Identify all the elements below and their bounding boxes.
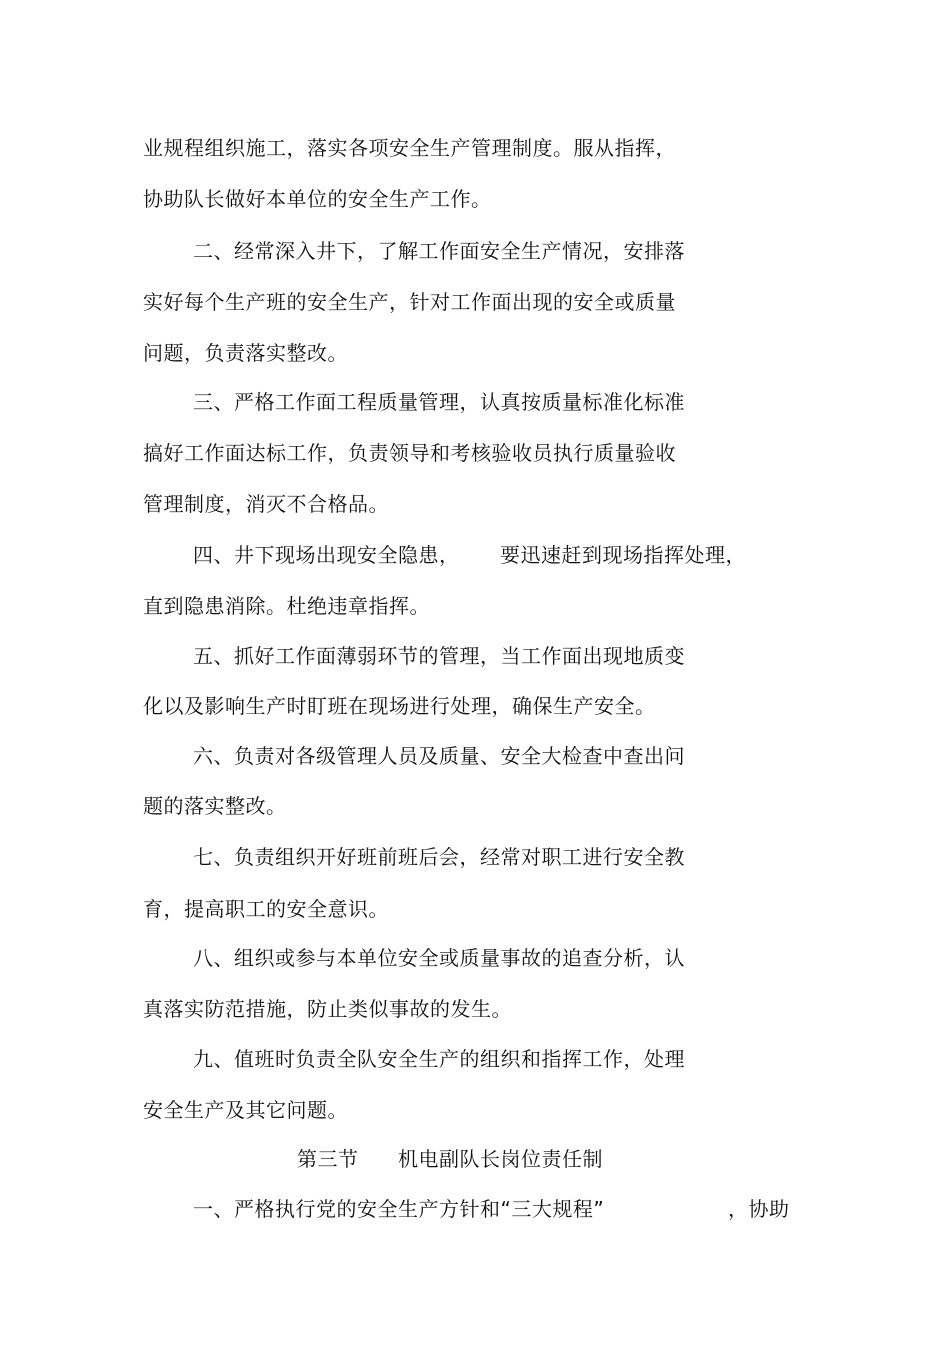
text-line: 化以及影响生产时盯班在现场进行处理，确保生产安全。 [143, 694, 656, 718]
text-line: 三、严格工作面工程质量管理，认真按质量标准化标准 [193, 390, 685, 414]
text-line: 六、负责对各级管理人员及质量、安全大检查中查出问 [193, 744, 685, 768]
section-number: 第三节 [297, 1147, 359, 1171]
text-line: 真落实防范措施，防止类似事故的发生。 [143, 997, 512, 1021]
text-line: 问题，负责落实整改。 [143, 341, 348, 365]
text-line: 七、负责组织开好班前班后会，经常对职工进行安全教 [193, 845, 685, 869]
text-line: 五、抓好工作面薄弱环节的管理，当工作面出现地质变 [193, 644, 685, 668]
text-line: 管理制度，消灭不合格品。 [143, 492, 389, 516]
text-line: 实好每个生产班的安全生产，针对工作面出现的安全或质量 [143, 290, 676, 314]
text-line: 要迅速赶到现场指挥处理， [500, 543, 746, 567]
text-line: 题的落实整改。 [143, 794, 287, 818]
text-line: 一、严格执行党的安全生产方针和“三大规程” [193, 1197, 605, 1221]
text-line: ，协助 [728, 1197, 790, 1221]
text-line: 九、值班时负责全队安全生产的组织和指挥工作，处理 [193, 1047, 685, 1071]
text-line: 八、组织或参与本单位安全或质量事故的追查分析，认 [193, 946, 685, 970]
text-line: 二、经常深入井下，了解工作面安全生产情况，安排落 [193, 239, 685, 263]
text-line: 搞好工作面达标工作，负责领导和考核验收员执行质量验收 [143, 441, 676, 465]
text-line: 四、井下现场出现安全隐患， [193, 543, 460, 567]
text-line: 业规程组织施工，落实各项安全生产管理制度。服从指挥， [143, 136, 676, 160]
text-line: 直到隐患消除。杜绝违章指挥。 [143, 594, 430, 618]
section-title: 机电副队长岗位责任制 [398, 1147, 603, 1171]
text-line: 育，提高职工的安全意识。 [143, 897, 389, 921]
text-line: 安全生产及其它问题。 [143, 1098, 348, 1122]
text-line: 协助队长做好本单位的安全生产工作。 [143, 187, 492, 211]
